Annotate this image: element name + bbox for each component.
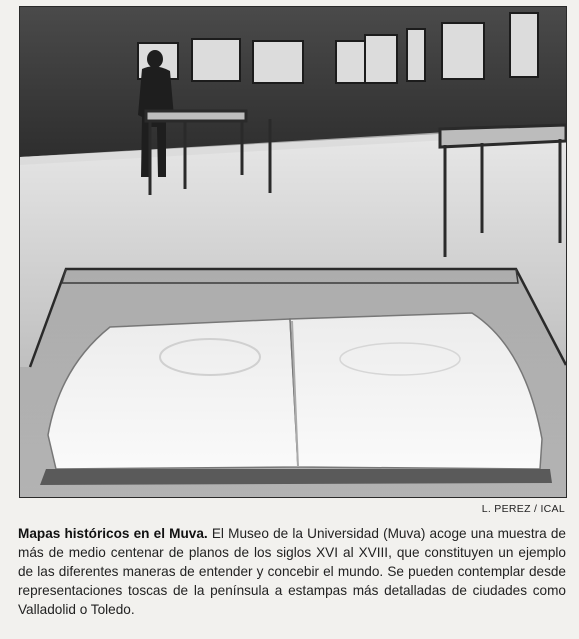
open-atlas-book	[40, 313, 552, 485]
exhibition-photo-drawing	[20, 7, 566, 497]
caption-body: El Museo de la Universidad (Muva) acoge una muestra de más de medio centenar de planos de los siglos XVI al XVIII, que constituyen un ejemplo de las diferentes maneras de entender y concebir el mundo. Se pueden contemplar desde representaciones toscas de la península a estampas más detalladas de ciudades como Valladolid o Toledo.	[18, 526, 566, 617]
exhibition-photo	[19, 6, 567, 498]
photo-credit: L. PEREZ / ICAL	[481, 503, 565, 515]
photo-caption	[18, 524, 566, 619]
caption-headline: Mapas históricos en el Muva.	[18, 526, 208, 541]
